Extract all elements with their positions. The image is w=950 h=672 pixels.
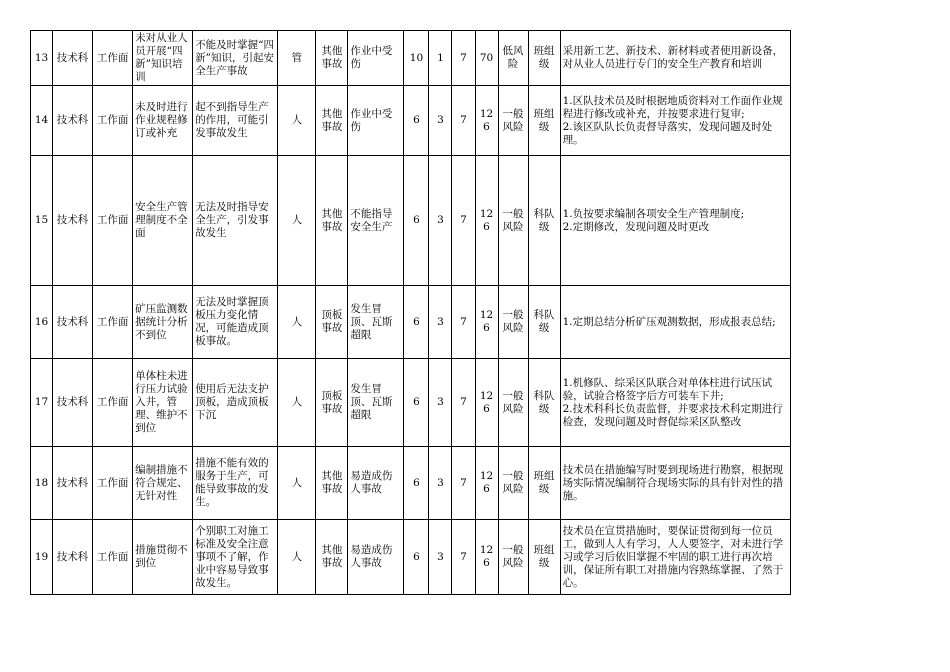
control-measures-cell	[560, 359, 790, 447]
consequence-score-cell: 7	[452, 447, 475, 520]
department-cell: 技术科	[53, 31, 93, 86]
consequence-cell: 无法及时掌握顶板压力变化情况，可能造成顶板事故。	[193, 286, 278, 359]
consequence-score-cell: 7	[452, 31, 475, 86]
risk-level-cell: 一般风险	[498, 447, 528, 520]
area-cell: 工作面	[93, 520, 133, 595]
consequence-score-cell: 7	[452, 359, 475, 447]
consequence-score-cell: 7	[452, 156, 475, 286]
hazard-cell: 单体柱未进行压力试验入井，管理、维护不到位	[133, 359, 193, 447]
control-measures-cell	[560, 31, 790, 86]
management-level-cell: 班组级	[528, 86, 560, 156]
management-level-cell: 科队级	[528, 359, 560, 447]
likelihood-cell: 6	[404, 520, 429, 595]
risk-level-cell: 一般风险	[498, 86, 528, 156]
exposure-cell: 3	[429, 86, 452, 156]
exposure-cell: 3	[429, 156, 452, 286]
control-measure-line: 1.定期总结分析矿压观测数据，形成报表总结;	[562, 315, 776, 328]
accident-type-cell: 其他事故	[316, 520, 348, 595]
control-measure-line: 1.区队技术员及时根据地质资料对工作面作业规程进行修改或补充，并按要求进行复审;	[562, 94, 783, 120]
management-level-cell: 科队级	[528, 286, 560, 359]
harm-cell: 发生冒顶、瓦斯超限	[348, 286, 404, 359]
harm-cell: 不能指导安全生产	[348, 156, 404, 286]
row-number: 16	[31, 286, 53, 359]
hazard-cell: 编制措施不符合规定、无针对性	[133, 447, 193, 520]
accident-type-cell: 其他事故	[316, 447, 348, 520]
table-row	[31, 86, 791, 156]
table-row	[31, 520, 791, 595]
control-measure-line: 技术员在宣贯措施时，要保证贯彻到每一位员工，做到人人有学习，人人要签字，对未进行学习或学习后依旧掌握不牢固的职工进行再次培训，保证所有职工对措施内容熟练掌握、了然于心。	[562, 524, 784, 589]
department-cell: 技术科	[53, 86, 93, 156]
hazard-type-cell: 人	[278, 286, 316, 359]
consequence-score-cell: 7	[452, 520, 475, 595]
harm-cell: 发生冒顶、瓦斯超限	[348, 359, 404, 447]
control-measure-line: 技术员在措施编写时要到现场进行勘察，根据现场实际情况编制符合现场实际的具有针对性的措施。	[562, 463, 784, 502]
control-measure-line: 2.定期修改，发现问题及时更改	[562, 220, 710, 233]
hazard-type-cell: 人	[278, 86, 316, 156]
likelihood-cell: 6	[404, 359, 429, 447]
department-cell: 技术科	[53, 286, 93, 359]
exposure-cell: 3	[429, 286, 452, 359]
consequence-cell: 措施不能有效的服务于生产，可能导致事故的发生。	[193, 447, 278, 520]
row-number: 15	[31, 156, 53, 286]
risk-score-cell: 126	[475, 520, 498, 595]
consequence-cell: 起不到指导生产的作用，可能引发事故发生	[193, 86, 278, 156]
table-row	[31, 31, 791, 86]
risk-level-cell: 一般风险	[498, 520, 528, 595]
table-row	[31, 156, 791, 286]
hazard-cell: 措施贯彻不到位	[133, 520, 193, 595]
department-cell: 技术科	[53, 359, 93, 447]
risk-level-cell: 一般风险	[498, 359, 528, 447]
row-number: 14	[31, 86, 53, 156]
control-measures-cell	[560, 286, 790, 359]
table-row	[31, 447, 791, 520]
likelihood-cell: 10	[404, 31, 429, 86]
control-measures-cell	[560, 520, 790, 595]
consequence-score-cell: 7	[452, 86, 475, 156]
department-cell: 技术科	[53, 447, 93, 520]
accident-type-cell: 顶板事故	[316, 286, 348, 359]
control-measures-cell	[560, 447, 790, 520]
table-body	[31, 31, 791, 595]
control-measure-line: 1.负按要求编制各项安全生产管理制度;	[562, 207, 745, 220]
row-number: 19	[31, 520, 53, 595]
likelihood-cell: 6	[404, 447, 429, 520]
row-number: 17	[31, 359, 53, 447]
exposure-cell: 3	[429, 520, 452, 595]
risk-score-cell: 126	[475, 359, 498, 447]
risk-score-cell: 70	[475, 31, 498, 86]
area-cell: 工作面	[93, 286, 133, 359]
exposure-cell: 1	[429, 31, 452, 86]
area-cell: 工作面	[93, 31, 133, 86]
risk-score-cell: 126	[475, 286, 498, 359]
consequence-cell: 不能及时掌握“四新”知识，引起安全生产事故	[193, 31, 278, 86]
hazard-cell: 安全生产管理制度不全面	[133, 156, 193, 286]
harm-cell: 易造成伤人事故	[348, 520, 404, 595]
row-number: 13	[31, 31, 53, 86]
row-number: 18	[31, 447, 53, 520]
accident-type-cell: 其他事故	[316, 156, 348, 286]
area-cell: 工作面	[93, 86, 133, 156]
management-level-cell: 班组级	[528, 520, 560, 595]
harm-cell: 作业中受伤	[348, 86, 404, 156]
accident-type-cell: 其他事故	[316, 86, 348, 156]
risk-score-cell: 126	[475, 156, 498, 286]
hazard-type-cell: 人	[278, 447, 316, 520]
management-level-cell: 班组级	[528, 447, 560, 520]
department-cell: 技术科	[53, 156, 93, 286]
management-level-cell: 班组级	[528, 31, 560, 86]
department-cell: 技术科	[53, 520, 93, 595]
likelihood-cell: 6	[404, 86, 429, 156]
risk-level-cell: 一般风险	[498, 286, 528, 359]
likelihood-cell: 6	[404, 156, 429, 286]
accident-type-cell: 其他事故	[316, 31, 348, 86]
exposure-cell: 3	[429, 447, 452, 520]
control-measure-line: 1.机修队、综采区队联合对单体柱进行试压试验，试验合格签字后方可装车下井;	[562, 376, 773, 402]
table-row	[31, 286, 791, 359]
management-level-cell: 科队级	[528, 156, 560, 286]
accident-type-cell: 顶板事故	[316, 359, 348, 447]
area-cell: 工作面	[93, 447, 133, 520]
exposure-cell: 3	[429, 359, 452, 447]
hazard-cell: 未对从业人员开展“四新”知识培训	[133, 31, 193, 86]
hazard-type-cell: 人	[278, 520, 316, 595]
area-cell: 工作面	[93, 156, 133, 286]
harm-cell: 作业中受伤	[348, 31, 404, 86]
consequence-cell: 个别职工对施工标准及安全注意事项不了解，作业中容易导致事故发生。	[193, 520, 278, 595]
control-measures-cell	[560, 86, 790, 156]
hazard-type-cell: 人	[278, 156, 316, 286]
risk-score-cell: 126	[475, 447, 498, 520]
control-measures-cell	[560, 156, 790, 286]
consequence-cell: 使用后无法支护顶板，造成顶板下沉	[193, 359, 278, 447]
area-cell: 工作面	[93, 359, 133, 447]
hazard-cell: 矿压监测数据统计分析不到位	[133, 286, 193, 359]
likelihood-cell: 6	[404, 286, 429, 359]
control-measure-line: 2.该区队队长负责督导落实，发现问题及时处理。	[562, 120, 773, 146]
consequence-cell: 无法及时指导安全生产，引发事故发生	[193, 156, 278, 286]
table-row	[31, 359, 791, 447]
harm-cell: 易造成伤人事故	[348, 447, 404, 520]
risk-level-cell: 一般风险	[498, 156, 528, 286]
risk-level-cell: 低风险	[498, 31, 528, 86]
risk-table	[30, 30, 791, 595]
hazard-type-cell: 人	[278, 359, 316, 447]
control-measure-line: 采用新工艺、新技术、新材料或者使用新设备，对从业人员进行专门的安全生产教育和培训	[562, 45, 784, 70]
hazard-type-cell: 管	[278, 31, 316, 86]
risk-score-cell: 126	[475, 86, 498, 156]
control-measure-line: 2.技术科科长负责监督，并要求技术科定期进行检查，发现问题及时督促综采区队整改	[562, 402, 783, 428]
hazard-cell: 未及时进行作业规程修订或补充	[133, 86, 193, 156]
consequence-score-cell: 7	[452, 286, 475, 359]
